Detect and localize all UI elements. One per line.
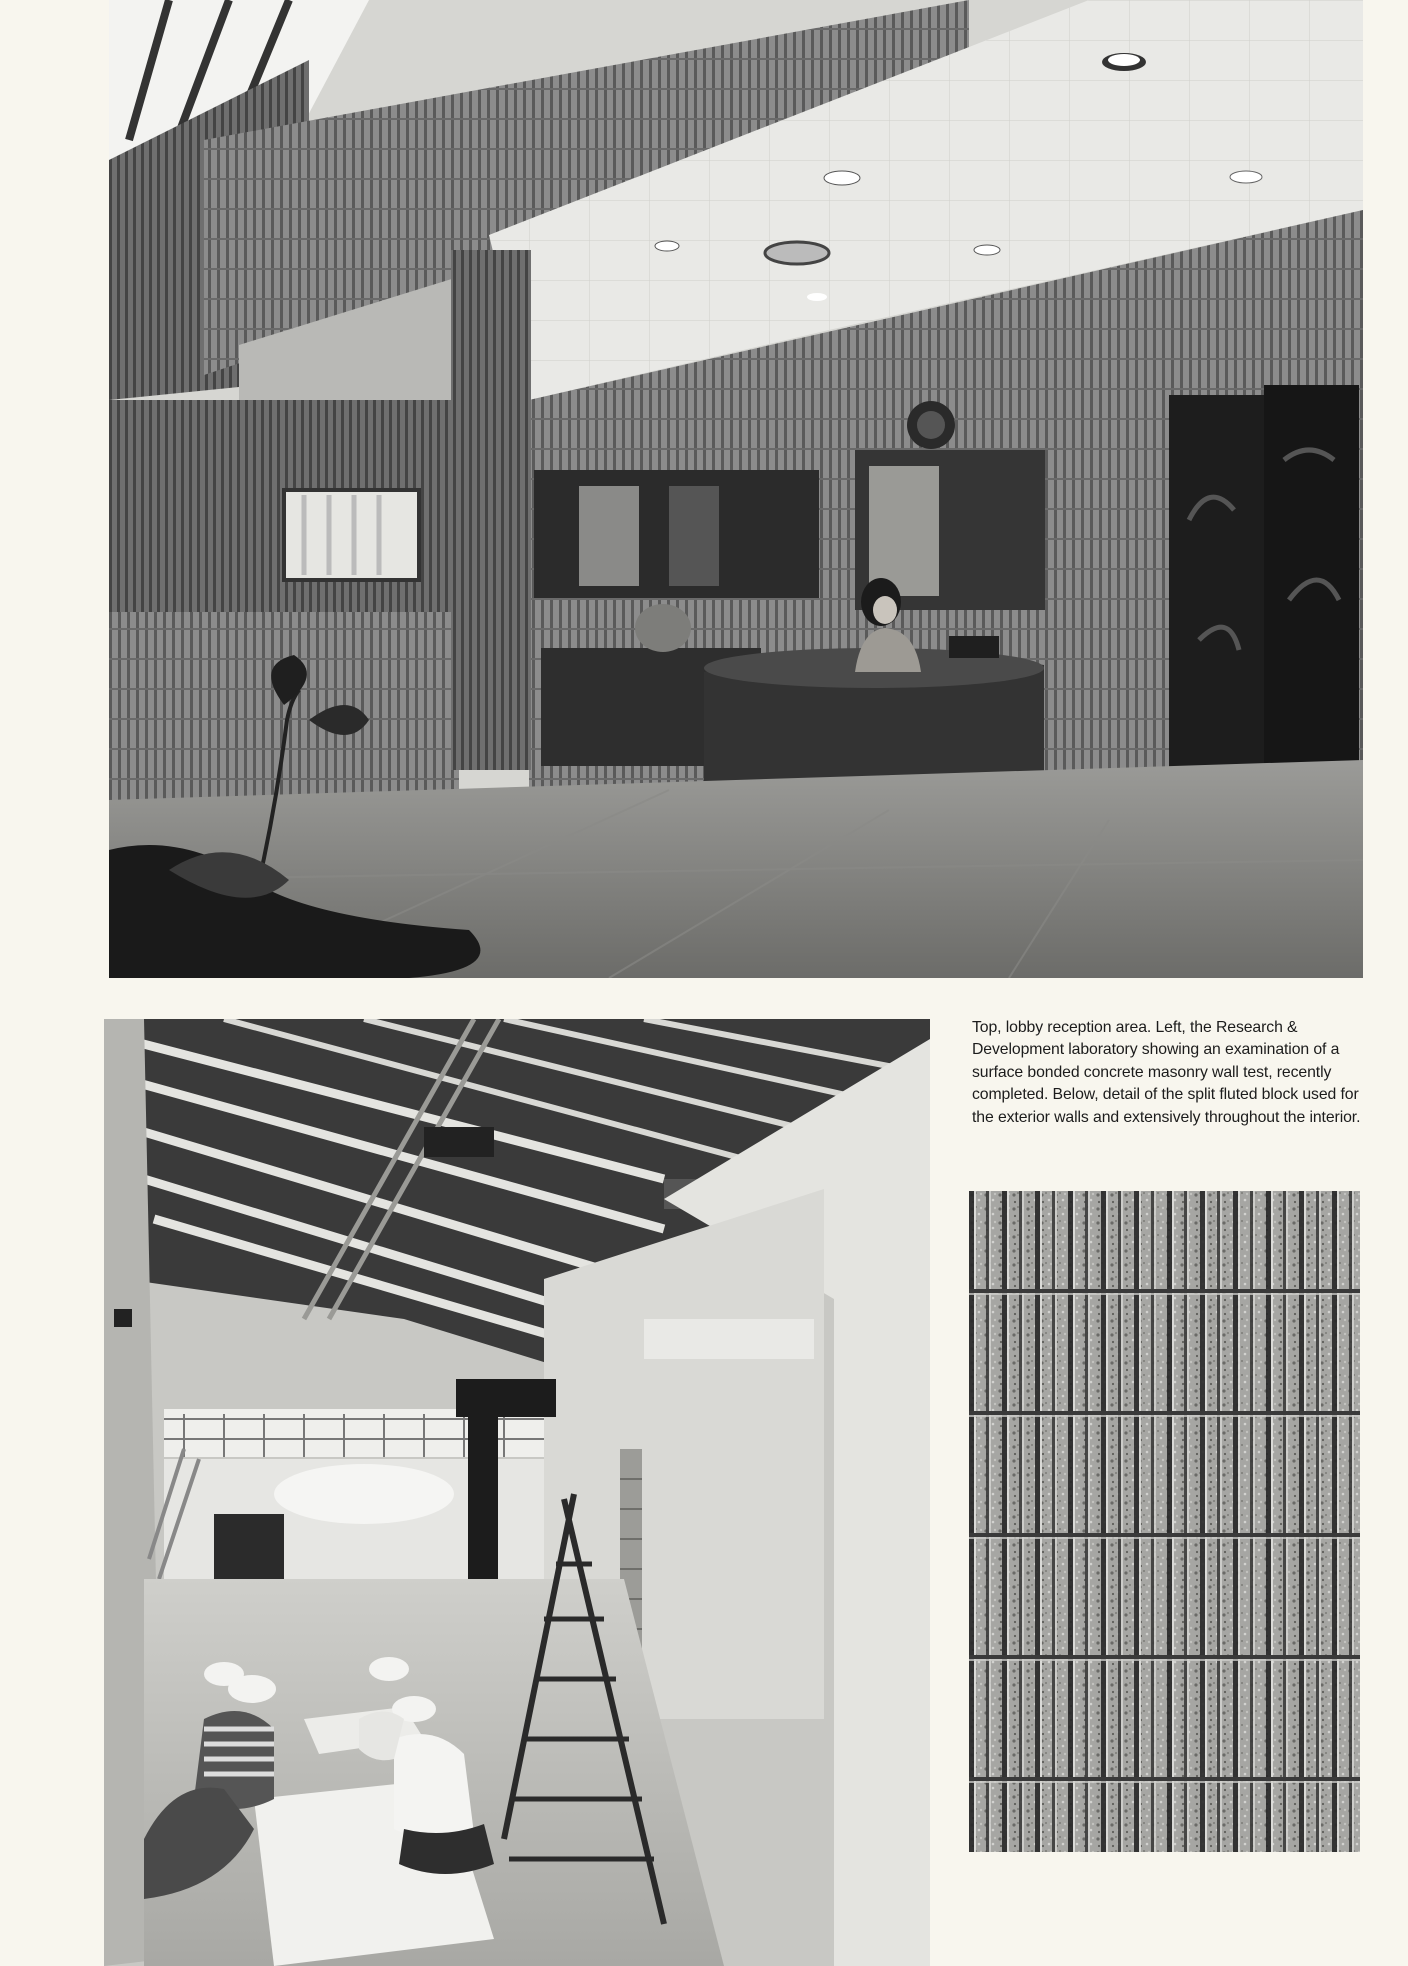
split-fluted-block-detail-photo [969,1191,1360,1852]
lobby-reception-illustration [109,0,1363,978]
photo-caption: Top, lobby reception area. Left, the Research & Development laboratory showing an examination of a surface bonded concrete masonry wall test, recently completed. Below, detail of the split fluted block used for the exterior walls and extensively throughout the interior. [972,1019,1361,1126]
block-texture-illustration [969,1191,1360,1852]
lab-illustration [104,1019,930,1966]
lobby-reception-photo [109,0,1363,978]
research-development-lab-photo [104,1019,930,1966]
